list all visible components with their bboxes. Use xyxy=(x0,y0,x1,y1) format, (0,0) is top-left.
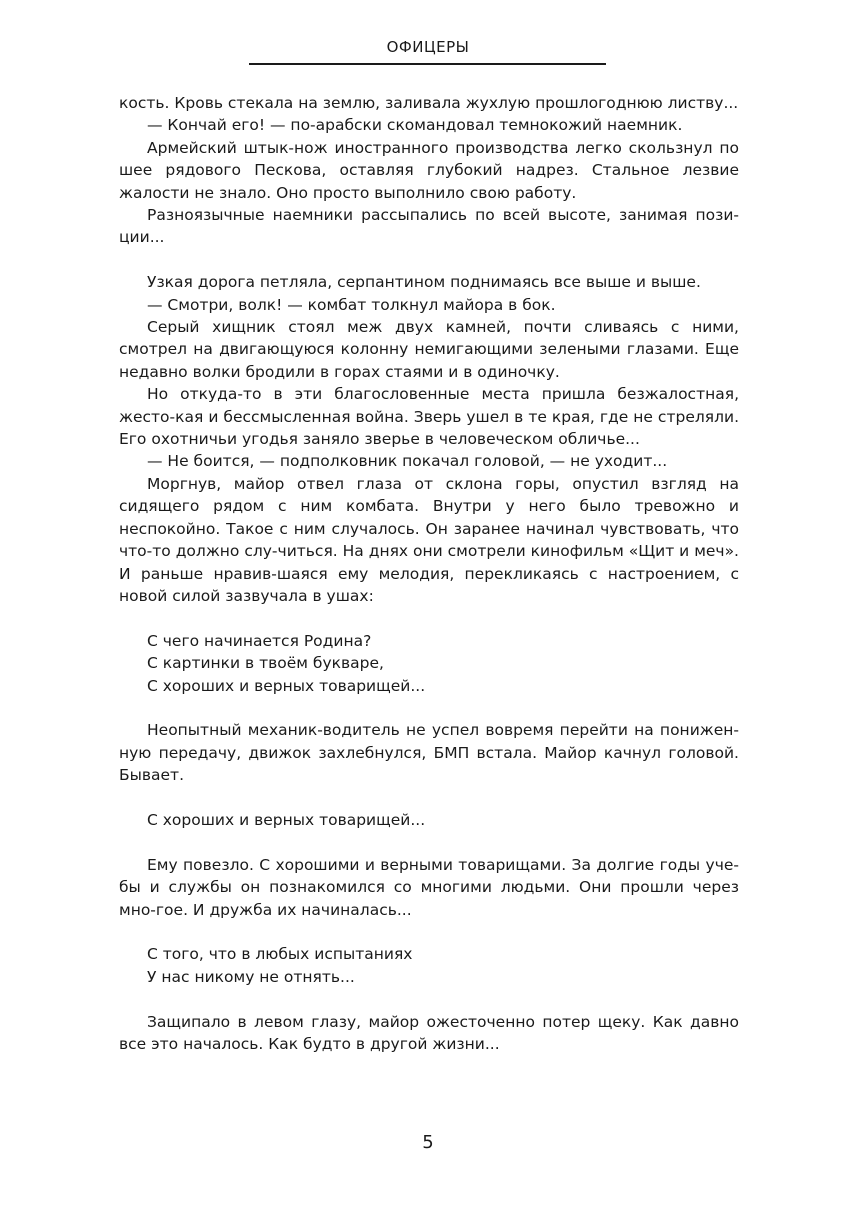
paragraph: Но откуда-то в эти благословенные места пришла безжалостная, жесто-кая и бессмысленная война. Зверь ушел в те края, где не стреляли. Его охотничьи угодья заняло зверье в человеческом обличье... xyxy=(119,385,739,449)
stanza-break xyxy=(119,988,739,1010)
paragraph: Ему повезло. С хорошими и верными товарищами. За долгие годы уче-бы и службы он познакомился со многими людьми. Они прошли через мно-гое. И дружба их начиналась... xyxy=(119,855,739,919)
paragraph: Неопытный механик-водитель не успел вовремя перейти на понижен-ную передачу, движок захлебнулся, БМП встала. Майор качнул головой. Бывает. xyxy=(119,721,739,785)
verse-line: У нас никому не отнять... xyxy=(147,967,355,986)
section-break xyxy=(119,249,739,271)
paragraph: Серый хищник стоял меж двух камней, почти сливаясь с ними, смотрел на двигающуюся колонну немигающими зелеными глазами. Еще недавно волки бродили в горах стаями и в одиночку. xyxy=(119,318,739,381)
paragraph: — Смотри, волк! — комбат толкнул майора в бок. xyxy=(147,295,556,314)
body-text xyxy=(119,92,739,1055)
page-number: 5 xyxy=(422,1132,434,1153)
paragraph: кость. Кровь стекала на землю, заливала жухлую прошлогоднюю листву... xyxy=(119,94,739,112)
paragraph: Узкая дорога петляла, серпантином поднимаясь все выше и выше. xyxy=(147,273,701,292)
running-title: ОФИЦЕРЫ xyxy=(386,38,470,56)
paragraph: Разноязычные наемники рассыпались по всей высоте, занимая пози-ции... xyxy=(119,206,739,247)
verse-line: С хороших и верных товарищей... xyxy=(147,676,426,695)
paragraph: — Не боится, — подполковник покачал головой, — не уходит... xyxy=(147,452,668,471)
stanza-break xyxy=(119,697,739,719)
stanza-break xyxy=(119,787,739,809)
paragraph: Защипало в левом глазу, майор ожесточенно потер щеку. Как давно все это началось. Как будто в другой жизни... xyxy=(119,1012,739,1053)
stanza-break xyxy=(119,607,739,629)
header-rule xyxy=(249,63,606,65)
stanza-break xyxy=(119,921,739,943)
paragraph: — Кончай его! — по-арабски скомандовал темнокожий наемник. xyxy=(147,116,683,135)
paragraph: Моргнув, майор отвел глаза от склона горы, опустил взгляд на сидящего рядом с ним комбата. Внутри у него было тревожно и неспокойно. Такое с ним случалось. Он заранее начинал чувствовать, что что-то должно слу-читься. На днях они смотрели кинофильм «Щит и меч». И раньше нравив-шаяся ему мелодия, перекликаясь с настроением, с новой силой зазвучала в ушах: xyxy=(119,474,739,605)
verse-line: С чего начинается Родина? xyxy=(147,631,372,650)
verse-line: С того, что в любых испытаниях xyxy=(147,945,413,964)
paragraph: Армейский штык-нож иностранного производства легко скользнул по шее рядового Пескова, оставляя глубокий надрез. Стальное лезвие жалости не знало. Оно просто выполнило свою работу. xyxy=(119,138,739,202)
verse-line: С хороших и верных товарищей... xyxy=(147,810,426,829)
stanza-break xyxy=(119,831,739,853)
verse-line: С картинки в твоём букваре, xyxy=(147,654,384,673)
